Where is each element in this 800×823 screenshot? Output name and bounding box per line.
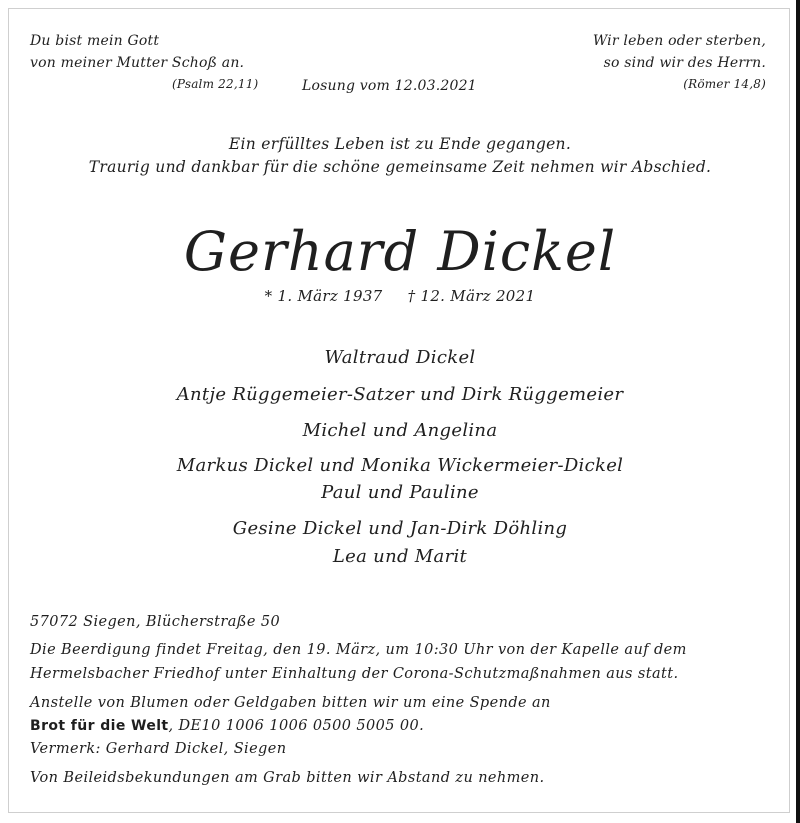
funeral-line1: Die Beerdigung findet Freitag, den 19. März, um 10:30 Uhr von der Kapelle auf dem (30, 642, 687, 658)
mourner-line: Gesine Dickel und Jan-Dirk Döhling (232, 518, 568, 539)
mourner-line: Paul und Pauline (321, 482, 479, 503)
right-edge-bar (796, 0, 800, 823)
mourner-line: Markus Dickel und Monika Wickermeier-Dickel (176, 455, 624, 476)
verse-right-ref: (Römer 14,8) (683, 77, 766, 91)
mourner-line: Waltraud Dickel (324, 347, 476, 368)
donation-account (30, 716, 780, 736)
donation-line1: Anstelle von Blumen oder Geldgaben bitten wir um eine Spende an (30, 695, 551, 711)
closing-note: Von Beileidsbekundungen am Grab bitten wir Abstand zu nehmen. (30, 770, 545, 786)
funeral-line2: Hermelsbacher Friedhof unter Einhaltung der Corona-Schutzmaßnahmen aus statt. (30, 666, 679, 682)
deceased-name: Gerhard Dickel (183, 220, 617, 283)
donation-note: Vermerk: Gerhard Dickel, Siegen (30, 741, 287, 757)
verse-left-line1: Du bist mein Gott (30, 33, 160, 49)
verse-left-ref: (Psalm 22,11) (172, 77, 259, 91)
donation-org: Brot für die Welt (30, 718, 169, 734)
verse-right-line1: Wir leben oder sterben, (592, 33, 766, 49)
life-dates (0, 287, 800, 305)
donation-iban: , DE10 1006 1006 0500 5005 00. (168, 718, 425, 734)
address: 57072 Siegen, Blücherstraße 50 (30, 614, 281, 630)
intro-line2: Traurig und dankbar für die schöne gemeinsame Zeit nehmen wir Abschied. (88, 158, 712, 176)
birth-date: * 1. März 1937 (264, 287, 383, 305)
losung-date: Losung vom 12.03.2021 (302, 78, 477, 94)
verse-right-line2: so sind wir des Herrn. (603, 55, 766, 71)
mourner-line: Antje Rüggemeier-Satzer und Dirk Rüggemeier (176, 384, 624, 405)
verse-left-line2: von meiner Mutter Schoß an. (30, 55, 245, 71)
intro-line1: Ein erfülltes Leben ist zu Ende gegangen. (228, 135, 572, 153)
mourner-line: Lea und Marit (332, 546, 468, 567)
mourner-line: Michel und Angelina (302, 420, 498, 441)
death-date: † 12. März 2021 (407, 287, 536, 305)
